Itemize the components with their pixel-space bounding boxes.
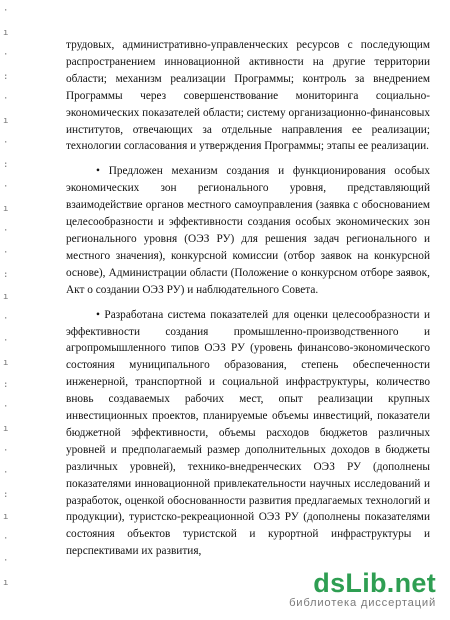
dslib-watermark [262, 568, 448, 616]
paragraph-bullet-oez-mechanism: • Предложен механизм создания и функционирования особых экономических зон регионального уровня, представляющий взаимодействие органов местного самоуправления (заявка с обоснованием целесообразности и эффективности создания особых экономических зон регионального уровня (ОЭЗ РУ) для решения задач регионального и местного значения), конкурсной комиссии (отбор заявок на конкурсной основе), Администрации области (Положение о конкурсном отборе заявок, Акт о создании ОЭЗ РУ) и наблюдательного Совета. [66, 165, 430, 296]
document-body [66, 37, 430, 560]
paragraph-bullet-indicator-system: • Разработана система показателей для оценки целесообразности и эффективности создания промышленно-производственного и агропромышленного типов ОЭЗ РУ (уровень финансово-экономического состояния муниципального образования, степень обеспеченности инженерной, транспортной и социальной инфраструктуры, количество вновь создаваемых рабочих мест, опыт реализации крупных инвестиционных проектов, планируемые объемы инвестиций, показатели бюджетной эффективности, объемы расходов бюджетов различных уровней и предполагаемый размер дополнительных доходов в бюджеты различных уровней), технико-внедренческих ОЭЗ РУ (дополнены показателями инновационной привлекательности научных исследований и разработок, оценкой обоснованности развития предлагаемых технологий и продукции), туристско-рекреационной ОЭЗ РУ (дополнены показателями состояния объектов туристской и курортной инфраструктуры и перспективами их развития, [66, 308, 430, 558]
scan-margin-marks: · ı · : · ı · : · ı · · : ı · · ı : · ı · · : ı · · ı [3, 6, 9, 588]
watermark-logo: dsLib.net [313, 568, 436, 598]
watermark-subtitle: библиотека диссертаций [289, 597, 436, 609]
paragraph-continuation: трудовых, административно-управленческих ресурсов с последующим распространением инновационной активности на другие территории области; механизм реализации Программы; контроль за внедрением Программы через совершенствование мониторинга социально-экономических показателей области; систему организационно-финансовых институтов, отвечающих за отдельные направления ее реализации; технологии согласования и утверждения Программы; этапы ее реализации. [66, 39, 430, 153]
